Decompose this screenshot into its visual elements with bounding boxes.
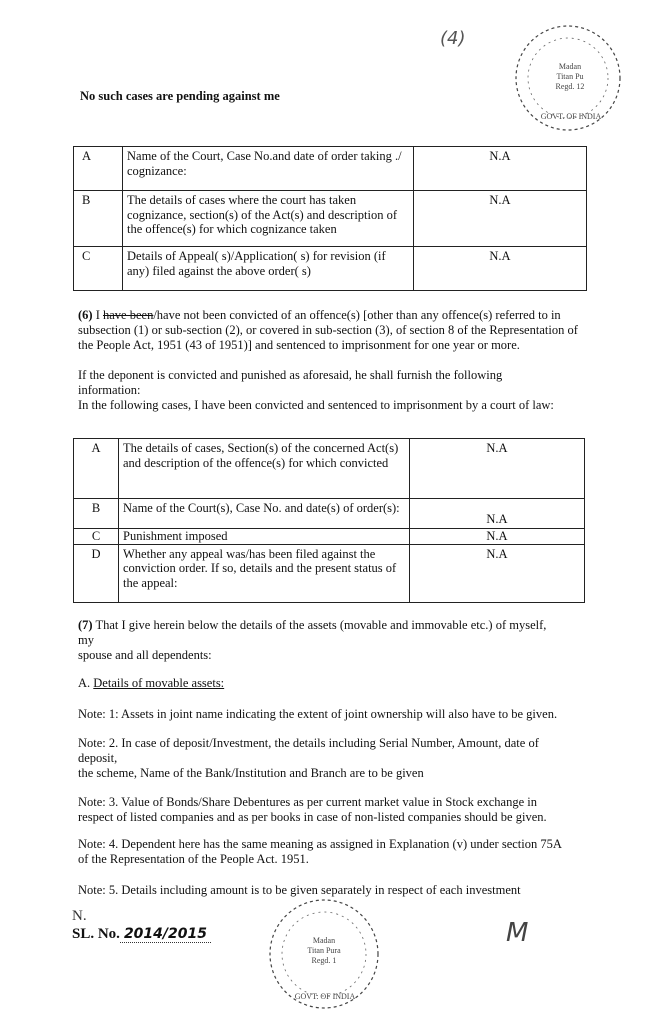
note-line: the scheme, Name of the Bank/Institution and Branch are to be given <box>78 766 424 780</box>
note-line: Note: 3. Value of Bonds/Share Debentures as per current market value in Stock exchange in <box>78 795 538 809</box>
notary-stamp-top <box>506 22 630 134</box>
row-description: The details of cases, Section(s) of the concerned Act(s) and description of the offence(s) for which convicted <box>119 439 410 499</box>
row-value: N.A <box>410 529 585 545</box>
row-description: Punishment imposed <box>119 529 410 545</box>
paragraph-text: I <box>95 308 100 322</box>
note-2 <box>78 736 598 781</box>
stamp-line: Titan Pu <box>556 72 584 81</box>
page-number-mark: (4) <box>440 28 466 49</box>
table-row <box>74 147 587 191</box>
stamp-line: Regd. 12 <box>555 82 585 91</box>
row-value: N.A <box>414 191 587 247</box>
footer-serial <box>72 926 211 943</box>
serial-label: SL. No. <box>72 926 120 942</box>
paragraph-text: /have not been convicted of an offence(s) [other than any offence(s) referred to in subsection (1) or sub-section (2), or covered in sub-section (3), of section 8 of the Representation of the People Act, 1951 (43 of 1951)] and sentenced to imprisonment for one year or more. <box>78 308 578 352</box>
note-4 <box>78 837 598 867</box>
table-row <box>74 544 585 602</box>
note-1 <box>78 707 598 722</box>
row-description: The details of cases where the court has taken cognizance, section(s) of the Act(s) and description of the offence(s) for which cognizance taken <box>123 191 414 247</box>
row-description: Whether any appeal was/has been filed against the conviction order. If so, details and the present status of the appeal: <box>119 544 410 602</box>
paragraph-text: That I give herein below the details of the assets (movable and immovable etc.) of myself, <box>95 618 547 632</box>
note-line: deposit, <box>78 751 118 765</box>
signature: M <box>506 918 529 948</box>
pending-cases-heading: No such cases are pending against me <box>80 89 280 103</box>
row-label: A <box>74 439 119 499</box>
row-value: N.A <box>414 147 587 191</box>
paragraph-number: (7) <box>78 618 93 632</box>
row-value: N.A <box>410 499 585 529</box>
convictions-table <box>73 438 585 603</box>
note-line: Note: 5. Details including amount is to be given separately in respect of each investment <box>78 883 521 897</box>
serial-value: 2014/2015 <box>120 926 211 943</box>
section-title: Details of movable assets: <box>93 676 225 690</box>
row-label: B <box>74 191 123 247</box>
struck-text: have been <box>103 308 154 322</box>
note-line: respect of listed companies and as per books in case of non-listed companies should be given. <box>78 810 547 824</box>
row-label: C <box>74 529 119 545</box>
paragraph-7 <box>78 618 588 663</box>
table-row <box>74 247 587 291</box>
row-description: Name of the Court(s), Case No. and date(s) of order(s): <box>119 499 410 529</box>
stamp-line: Madan <box>312 936 336 945</box>
row-value: N.A <box>410 544 585 602</box>
row-description: Name of the Court, Case No.and date of order taking ./ cognizance: <box>123 147 414 191</box>
row-label: D <box>74 544 119 602</box>
stamp-line: Regd. 1 <box>311 956 337 965</box>
stamp-line: Titan Pura <box>307 946 341 955</box>
pending-cases-table <box>73 146 587 291</box>
paragraph-text: spouse and all dependents: <box>78 648 212 662</box>
stamp-line: Madan <box>558 62 582 71</box>
note-line: Note: 1: Assets in joint name indicating the extent of joint ownership will also have to be given. <box>78 707 558 721</box>
row-label: A <box>74 147 123 191</box>
row-value: N.A <box>414 247 587 291</box>
note-line: Note: 4. Dependent here has the same meaning as assigned in Explanation (v) under section 75A <box>78 837 562 851</box>
stamp-line: GOVT. OF INDIA <box>540 112 602 121</box>
table-row <box>74 529 585 545</box>
table-row <box>74 191 587 247</box>
notary-stamp-bottom <box>262 896 386 1012</box>
footer-no-label: N. <box>72 908 87 924</box>
paragraph-6 <box>78 308 588 353</box>
stamp-line: GOVT. OF INDIA <box>294 992 356 1001</box>
note-3 <box>78 795 598 825</box>
paragraph-text: my <box>78 633 94 647</box>
paragraph-following-cases: In the following cases, I have been convicted and sentenced to imprisonment by a court of law: <box>78 398 554 412</box>
table-row <box>74 499 585 529</box>
note-line: Note: 2. In case of deposit/Investment, the details including Serial Number, Amount, date of <box>78 736 539 750</box>
section-a-heading <box>78 676 588 691</box>
section-prefix: A. <box>78 676 91 690</box>
paragraph-if-convicted: If the deponent is convicted and punished as aforesaid, he shall furnish the following information: <box>78 368 503 397</box>
paragraph-number: (6) <box>78 308 93 322</box>
row-value: N.A <box>410 439 585 499</box>
table-row <box>74 439 585 499</box>
note-line: of the Representation of the People Act. 1951. <box>78 852 309 866</box>
row-label: C <box>74 247 123 291</box>
row-description: Details of Appeal( s)/Application( s) for revision (if any) filed against the above order( s) <box>123 247 414 291</box>
row-label: B <box>74 499 119 529</box>
